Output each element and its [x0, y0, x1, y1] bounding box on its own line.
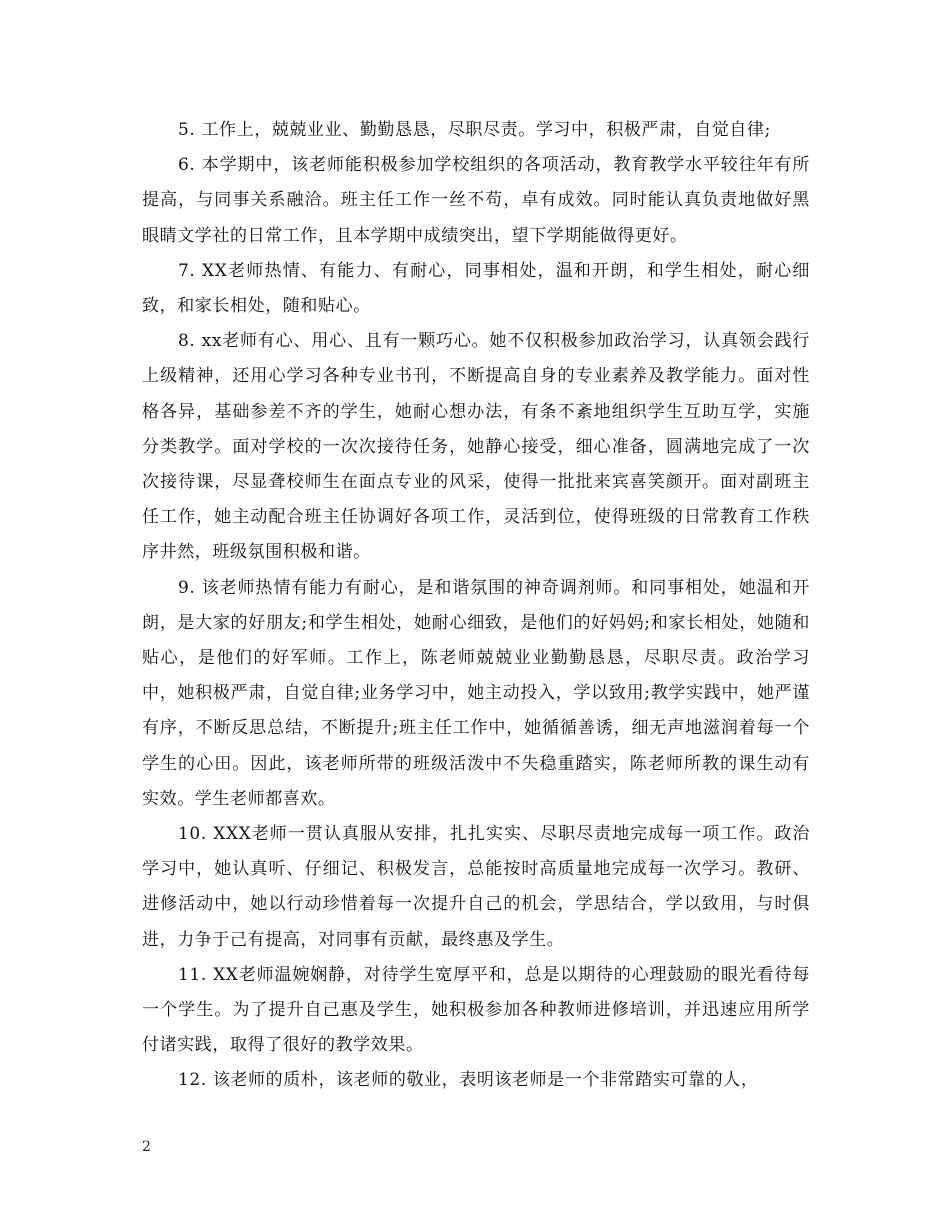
paragraph-item-7: 7. XX老师热情、有能力、有耐心，同事相处，温和开朗，和学生相处，耐心细致，和家长相处，随和贴心。 — [142, 260, 810, 317]
paragraph-item-8: 8. xx老师有心、用心、且有一颗巧心。她不仅积极参加政治学习，认真领会践行上级精神，还用心学习各种专业书刊，不断提高自身的专业素养及教学能力。面对性格各异，基础参差不齐的学生，她耐心想办法，有条不紊地组织学生互助互学，实施分类教学。面对学校的一次次接待任务，她静心接受，细心准备，圆满地完成了一次次接待课，尽显聋校师生在面点专业的风采，使得一批批来宾喜笑颜开。面对副班主任工作，她主动配合班主任协调好各项工作，灵活到位，使得班级的日常教育工作秩序井然，班级氛围积极和谐。 — [142, 331, 810, 563]
paragraph-item-11: 11. XX老师温婉娴静，对待学生宽厚平和，总是以期待的心理鼓励的眼光看待每一个学生。为了提升自己惠及学生，她积极参加各种教师进修培训，并迅速应用所学付诸实践，取得了很好的教学效果。 — [142, 964, 810, 1056]
paragraph-item-10: 10. XXX老师一贯认真服从安排，扎扎实实、尽职尽责地完成每一项工作。政治学习中，她认真听、仔细记、积极发言，总能按时高质量地完成每一次学习。教研、进修活动中，她以行动珍惜着每一次提升自己的机会，学思结合，学以致用，与时俱进，力争于己有提高，对同事有贡献，最终惠及学生。 — [142, 824, 810, 950]
paragraph-item-6: 6. 本学期中，该老师能积极参加学校组织的各项活动，教育教学水平较往年有所提高，与同事关系融洽。班主任工作一丝不苟，卓有成效。同时能认真负责地做好黑眼睛文学社的日常工作，且本学期中成绩突出，望下学期能做得更好。 — [142, 155, 810, 246]
document-body — [142, 113, 810, 1099]
page-number: 2 — [142, 1139, 151, 1155]
paragraph-item-5: 5. 工作上，兢兢业业、勤勤恳恳，尽职尽责。学习中，积极严肃，自觉自律; — [178, 120, 771, 140]
paragraph-item-9: 9. 该老师热情有能力有耐心，是和谐氛围的神奇调剂师。和同事相处，她温和开朗，是大家的好朋友;和学生相处，她耐心细致，是他们的好妈妈;和家长相处，她随和贴心，是他们的好军师。工作上，陈老师兢兢业业勤勤恳恳，尽职尽责。政治学习中，她积极严肃，自觉自律;业务学习中，她主动投入，学以致用;教学实践中，她严谨有序，不断反思总结，不断提升;班主任工作中，她循循善诱，细无声地滋润着每一个学生的心田。因此，该老师所带的班级活泼中不失稳重踏实，陈老师所教的课生动有实效。学生老师都喜欢。 — [142, 577, 810, 809]
paragraph-item-12: 12. 该老师的质朴，该老师的敬业，表明该老师是一个非常踏实可靠的人， — [178, 1070, 759, 1091]
